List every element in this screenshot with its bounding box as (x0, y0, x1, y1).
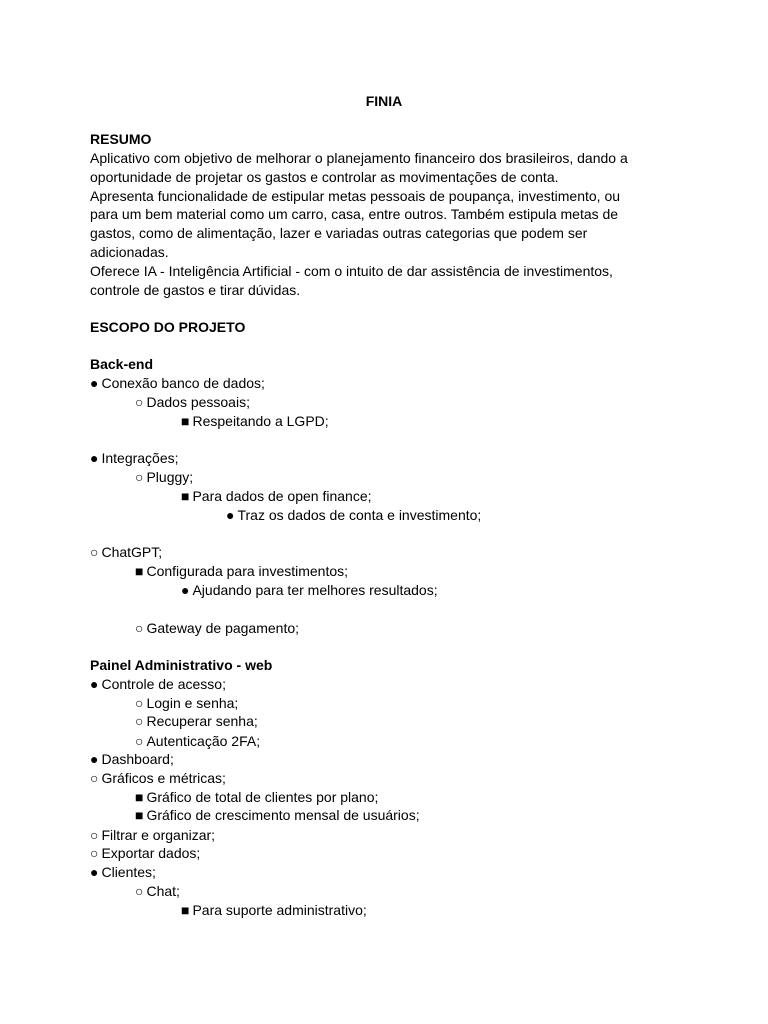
list-item (135, 732, 260, 750)
bullet-icon: ○ (135, 620, 144, 636)
bullet-icon: ■ (135, 563, 144, 579)
bullet-icon: ○ (90, 845, 99, 861)
list-item (181, 901, 367, 919)
bullet-icon: ■ (135, 807, 144, 823)
list-item-text: Dashboard; (101, 751, 174, 767)
list-item-text: Conexão banco de dados; (101, 375, 265, 391)
list-item-text: Autenticação 2FA; (146, 733, 261, 749)
painel-heading: Painel Administrativo - web (90, 657, 273, 673)
bullet-icon: ○ (90, 770, 99, 786)
bullet-icon: ○ (135, 394, 144, 410)
list-item-text: Chat; (146, 883, 180, 899)
list-item-text: Recuperar senha; (146, 713, 258, 729)
list-item-text: Integrações; (101, 450, 179, 466)
bullet-icon: ■ (181, 902, 190, 918)
list-item-text: Respeitando a LGPD; (192, 413, 329, 429)
list-item (135, 694, 238, 712)
list-item (135, 468, 193, 486)
bullet-icon: ○ (135, 469, 144, 485)
bullet-icon: ○ (135, 883, 144, 899)
list-item (90, 863, 156, 881)
list-item (135, 393, 250, 411)
list-item-text: Configurada para investimentos; (146, 563, 349, 579)
bullet-icon: ● (90, 450, 99, 466)
list-item (90, 675, 226, 693)
list-item (90, 826, 215, 844)
list-item-text: Gráfico de crescimento mensal de usuários; (146, 807, 420, 823)
list-item-text: Exportar dados; (101, 845, 201, 861)
list-item-text: Login e senha; (146, 695, 239, 711)
bullet-icon: ○ (135, 733, 144, 749)
bullet-icon: ○ (135, 695, 144, 711)
list-item-text: Traz os dados de conta e investimento; (237, 507, 482, 523)
list-item-text: Gráficos e métricas; (101, 770, 226, 786)
bullet-icon: ● (90, 751, 99, 767)
list-item-text: Para dados de open finance; (192, 488, 372, 504)
bullet-icon: ■ (181, 413, 190, 429)
list-item-text: Ajudando para ter melhores resultados; (192, 582, 438, 598)
bullet-icon: ● (90, 676, 99, 692)
list-item (135, 788, 378, 806)
resumo-paragraph: Oferece IA - Inteligência Artificial - com o intuito de dar assistência de investimentos, controle de gastos e tirar dúvidas. (90, 262, 613, 298)
list-item (90, 844, 200, 862)
bullet-icon: ■ (181, 488, 190, 504)
bullet-icon: ○ (90, 544, 99, 560)
escopo-heading: ESCOPO DO PROJETO (90, 319, 246, 335)
bullet-icon: ● (90, 864, 99, 880)
bullet-icon: ■ (135, 789, 144, 805)
list-item (135, 882, 180, 900)
list-item (90, 374, 265, 392)
bullet-icon: ● (90, 375, 99, 391)
list-item (135, 562, 348, 580)
list-item-text: Filtrar e organizar; (101, 827, 216, 843)
resumo-heading: RESUMO (90, 131, 152, 147)
list-item-text: Para suporte administrativo; (192, 902, 367, 918)
list-item-text: Gateway de pagamento; (146, 620, 300, 636)
resumo-paragraph: Aplicativo com objetivo de melhorar o planejamento financeiro dos brasileiros, dando a oportunidade de projetar os gastos e controlar as movimentações de conta. (90, 150, 628, 185)
resumo-paragraph: Apresenta funcionalidade de estipular metas pessoais de poupança, investimento, ou para um bem material como um carro, casa, entre outros. Também estipula metas de gastos, como de alimentação, lazer e variadas outras categorias que podem ser adicionadas. (90, 187, 621, 260)
resumo-text (90, 149, 650, 299)
bullet-icon: ● (226, 507, 235, 523)
list-item (90, 449, 179, 467)
bullet-icon: ○ (90, 827, 99, 843)
list-item-text: Gráfico de total de clientes por plano; (146, 789, 379, 805)
list-item-text: Dados pessoais; (146, 394, 250, 410)
bullet-icon: ○ (135, 713, 144, 729)
list-item (135, 806, 420, 824)
list-item (90, 750, 174, 768)
list-item (181, 412, 329, 430)
list-item (181, 487, 372, 505)
backend-heading: Back-end (90, 356, 154, 372)
list-item (90, 543, 162, 561)
list-item (135, 619, 299, 637)
list-item-text: ChatGPT; (101, 544, 163, 560)
list-item-text: Controle de acesso; (101, 676, 226, 692)
list-item-text: Clientes; (101, 864, 156, 880)
list-item-text: Pluggy; (146, 469, 194, 485)
list-item (226, 506, 481, 524)
bullet-icon: ● (181, 582, 190, 598)
list-item (135, 712, 258, 730)
list-item (90, 769, 226, 787)
list-item (181, 581, 438, 599)
document-title: FINIA (365, 93, 403, 109)
